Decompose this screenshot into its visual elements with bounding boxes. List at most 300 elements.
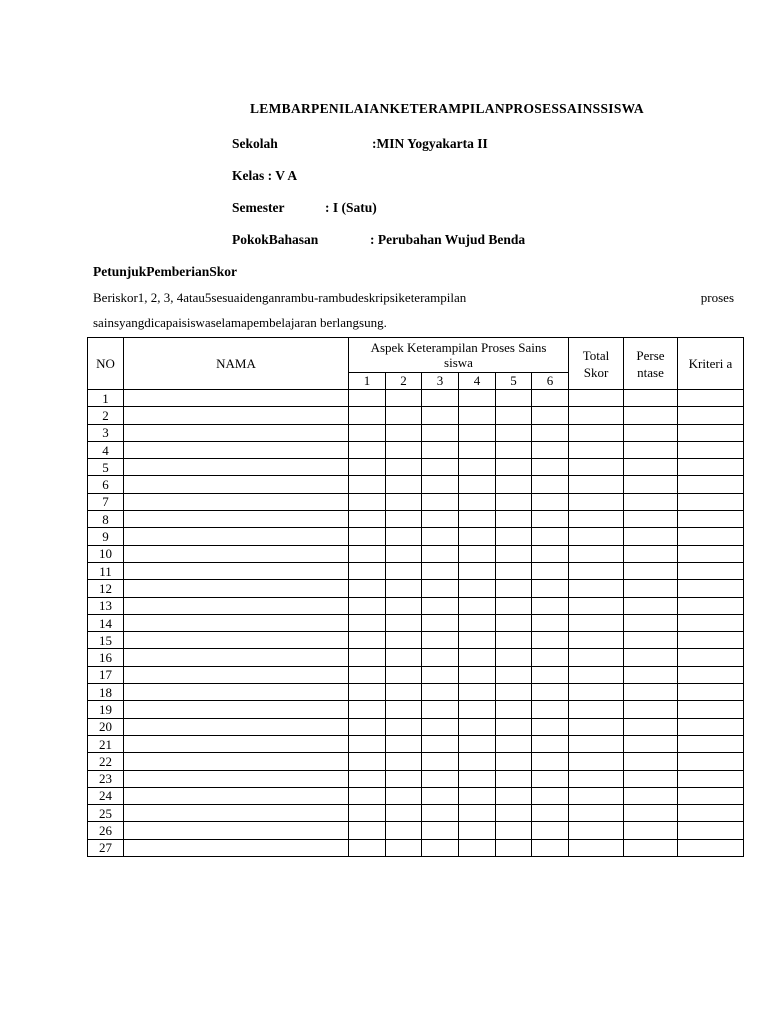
row-number: 23 [88, 770, 124, 787]
table-row [88, 441, 744, 458]
aspek-2-cell [386, 476, 422, 493]
aspek-4-cell [459, 390, 496, 407]
info-value: : Perubahan Wujud Benda [370, 232, 526, 247]
aspek-4-cell [459, 459, 496, 476]
persentase-cell [624, 562, 678, 579]
aspek-6-cell [532, 424, 569, 441]
persentase-cell [624, 753, 678, 770]
aspek-4-cell [459, 787, 496, 804]
aspek-2-cell [386, 459, 422, 476]
aspek-2-cell [386, 545, 422, 562]
aspek-3-cell [422, 459, 459, 476]
total-skor-cell [569, 701, 624, 718]
aspek-1-cell [349, 735, 386, 752]
aspek-5-cell [496, 701, 532, 718]
header-no: NO [88, 338, 124, 390]
aspek-1-cell [349, 839, 386, 856]
header-total-skor: Total Skor [569, 338, 624, 390]
aspek-2-cell [386, 493, 422, 510]
nama-cell [124, 390, 349, 407]
kriteria-cell [678, 649, 744, 666]
aspek-1-cell [349, 562, 386, 579]
table-row [88, 839, 744, 856]
kriteria-cell [678, 390, 744, 407]
instruction-line-1-end: proses [700, 290, 734, 305]
kriteria-cell [678, 476, 744, 493]
row-number: 22 [88, 753, 124, 770]
nama-cell [124, 580, 349, 597]
header-aspek-6: 6 [532, 373, 569, 390]
persentase-cell [624, 666, 678, 683]
total-skor-cell [569, 753, 624, 770]
aspek-2-cell [386, 770, 422, 787]
total-skor-cell [569, 476, 624, 493]
total-skor-cell [569, 632, 624, 649]
kriteria-cell [678, 701, 744, 718]
aspek-1-cell [349, 770, 386, 787]
aspek-5-cell [496, 787, 532, 804]
aspek-3-cell [422, 666, 459, 683]
row-number: 2 [88, 407, 124, 424]
table-row [88, 770, 744, 787]
aspek-4-cell [459, 493, 496, 510]
row-number: 27 [88, 839, 124, 856]
nama-cell [124, 528, 349, 545]
nama-cell [124, 441, 349, 458]
aspek-6-cell [532, 839, 569, 856]
table-row [88, 407, 744, 424]
row-number: 11 [88, 562, 124, 579]
aspek-5-cell [496, 511, 532, 528]
aspek-1-cell [349, 476, 386, 493]
nama-cell [124, 407, 349, 424]
persentase-cell [624, 684, 678, 701]
row-number: 3 [88, 424, 124, 441]
aspek-6-cell [532, 787, 569, 804]
persentase-cell [624, 614, 678, 631]
aspek-2-cell [386, 407, 422, 424]
aspek-6-cell [532, 459, 569, 476]
nama-cell [124, 614, 349, 631]
aspek-6-cell [532, 666, 569, 683]
kriteria-cell [678, 718, 744, 735]
aspek-2-cell [386, 684, 422, 701]
info-kelas [232, 168, 297, 184]
aspek-5-cell [496, 805, 532, 822]
kriteria-cell [678, 735, 744, 752]
kriteria-cell [678, 511, 744, 528]
total-skor-cell [569, 511, 624, 528]
kriteria-cell [678, 822, 744, 839]
aspek-4-cell [459, 597, 496, 614]
aspek-3-cell [422, 718, 459, 735]
table-row [88, 805, 744, 822]
aspek-4-cell [459, 735, 496, 752]
row-number: 19 [88, 701, 124, 718]
persentase-cell [624, 459, 678, 476]
info-label: Semester [232, 200, 285, 215]
aspek-4-cell [459, 545, 496, 562]
total-skor-cell [569, 459, 624, 476]
aspek-4-cell [459, 753, 496, 770]
persentase-cell [624, 822, 678, 839]
table-row [88, 580, 744, 597]
aspek-2-cell [386, 614, 422, 631]
kriteria-cell [678, 545, 744, 562]
row-number: 4 [88, 441, 124, 458]
persentase-cell [624, 493, 678, 510]
header-aspek-2: 2 [386, 373, 422, 390]
persentase-cell [624, 649, 678, 666]
total-skor-cell [569, 597, 624, 614]
aspek-2-cell [386, 822, 422, 839]
row-number: 14 [88, 614, 124, 631]
aspek-4-cell [459, 805, 496, 822]
instruction-line-1: Beriskor1, 2, 3, 4atau5sesuaidenganrambu-rambudeskripsiketerampilan [93, 290, 467, 305]
row-number: 24 [88, 787, 124, 804]
aspek-2-cell [386, 718, 422, 735]
total-skor-cell [569, 649, 624, 666]
aspek-4-cell [459, 580, 496, 597]
info-value: :MIN Yogyakarta II [372, 136, 488, 151]
aspek-6-cell [532, 701, 569, 718]
aspek-4-cell [459, 614, 496, 631]
total-skor-cell [569, 718, 624, 735]
aspek-3-cell [422, 562, 459, 579]
aspek-1-cell [349, 666, 386, 683]
aspek-6-cell [532, 528, 569, 545]
persentase-cell [624, 718, 678, 735]
petunjuk-heading: PetunjukPemberianSkor [93, 264, 238, 279]
aspek-2-cell [386, 528, 422, 545]
aspek-6-cell [532, 632, 569, 649]
aspek-6-cell [532, 735, 569, 752]
aspek-1-cell [349, 390, 386, 407]
nama-cell [124, 597, 349, 614]
aspek-3-cell [422, 597, 459, 614]
aspek-1-cell [349, 580, 386, 597]
nama-cell [124, 459, 349, 476]
kriteria-cell [678, 753, 744, 770]
aspek-3-cell [422, 511, 459, 528]
aspek-2-cell [386, 666, 422, 683]
aspek-3-cell [422, 545, 459, 562]
aspek-1-cell [349, 407, 386, 424]
aspek-6-cell [532, 753, 569, 770]
row-number: 18 [88, 684, 124, 701]
aspek-1-cell [349, 441, 386, 458]
aspek-6-cell [532, 511, 569, 528]
total-skor-cell [569, 390, 624, 407]
aspek-6-cell [532, 805, 569, 822]
total-skor-cell [569, 580, 624, 597]
aspek-5-cell [496, 407, 532, 424]
row-number: 10 [88, 545, 124, 562]
info-pokok-bahasan [232, 232, 525, 248]
kriteria-cell [678, 597, 744, 614]
aspek-1-cell [349, 511, 386, 528]
total-skor-cell [569, 770, 624, 787]
info-sekolah [232, 136, 488, 152]
row-number: 21 [88, 735, 124, 752]
nama-cell [124, 632, 349, 649]
header-persentase: Perse ntase [624, 338, 678, 390]
table-row [88, 822, 744, 839]
total-skor-cell [569, 684, 624, 701]
aspek-6-cell [532, 822, 569, 839]
aspek-1-cell [349, 528, 386, 545]
row-number: 26 [88, 822, 124, 839]
aspek-4-cell [459, 476, 496, 493]
aspek-6-cell [532, 493, 569, 510]
aspek-3-cell [422, 684, 459, 701]
kriteria-cell [678, 528, 744, 545]
info-value: : I (Satu) [325, 200, 377, 215]
aspek-2-cell [386, 735, 422, 752]
aspek-5-cell [496, 822, 532, 839]
header-kriteria: Kriteri a [678, 338, 744, 390]
instruction-line-2: sainsyangdicapaisiswaselamapembelajaran berlangsung. [93, 315, 387, 330]
aspek-5-cell [496, 649, 532, 666]
total-skor-cell [569, 528, 624, 545]
aspek-3-cell [422, 632, 459, 649]
aspek-6-cell [532, 390, 569, 407]
kriteria-cell [678, 424, 744, 441]
aspek-5-cell [496, 666, 532, 683]
kriteria-cell [678, 787, 744, 804]
document-title: LEMBARPENILAIANKETERAMPILANPROSESSAINSSISWA [250, 101, 644, 116]
info-label: Kelas : V A [232, 168, 298, 183]
table-row [88, 545, 744, 562]
aspek-4-cell [459, 770, 496, 787]
aspek-2-cell [386, 649, 422, 666]
row-number: 12 [88, 580, 124, 597]
aspek-4-cell [459, 684, 496, 701]
aspek-3-cell [422, 839, 459, 856]
total-skor-cell [569, 787, 624, 804]
table-row [88, 684, 744, 701]
row-number: 17 [88, 666, 124, 683]
kriteria-cell [678, 632, 744, 649]
aspek-1-cell [349, 493, 386, 510]
aspek-6-cell [532, 649, 569, 666]
table-row [88, 511, 744, 528]
table-row [88, 459, 744, 476]
aspek-1-cell [349, 649, 386, 666]
aspek-4-cell [459, 632, 496, 649]
total-skor-cell [569, 424, 624, 441]
aspek-5-cell [496, 545, 532, 562]
aspek-5-cell [496, 493, 532, 510]
row-number: 9 [88, 528, 124, 545]
aspek-3-cell [422, 493, 459, 510]
table-row [88, 528, 744, 545]
aspek-2-cell [386, 805, 422, 822]
table-row [88, 562, 744, 579]
table-row [88, 718, 744, 735]
aspek-3-cell [422, 424, 459, 441]
header-aspek-1: 1 [349, 373, 386, 390]
aspek-1-cell [349, 597, 386, 614]
persentase-cell [624, 632, 678, 649]
aspek-1-cell [349, 701, 386, 718]
persentase-cell [624, 476, 678, 493]
aspek-2-cell [386, 701, 422, 718]
total-skor-cell [569, 666, 624, 683]
aspek-6-cell [532, 580, 569, 597]
aspek-4-cell [459, 822, 496, 839]
aspek-5-cell [496, 562, 532, 579]
aspek-3-cell [422, 787, 459, 804]
aspek-5-cell [496, 459, 532, 476]
persentase-cell [624, 528, 678, 545]
aspek-4-cell [459, 649, 496, 666]
info-label: PokokBahasan [232, 232, 319, 247]
total-skor-cell [569, 562, 624, 579]
aspek-2-cell [386, 597, 422, 614]
kriteria-cell [678, 614, 744, 631]
persentase-cell [624, 597, 678, 614]
nama-cell [124, 493, 349, 510]
aspek-5-cell [496, 614, 532, 631]
aspek-2-cell [386, 753, 422, 770]
row-number: 20 [88, 718, 124, 735]
aspek-1-cell [349, 753, 386, 770]
aspek-5-cell [496, 839, 532, 856]
table-row [88, 476, 744, 493]
persentase-cell [624, 424, 678, 441]
aspek-1-cell [349, 632, 386, 649]
aspek-3-cell [422, 735, 459, 752]
aspek-3-cell [422, 390, 459, 407]
table-row [88, 649, 744, 666]
kriteria-cell [678, 562, 744, 579]
aspek-4-cell [459, 701, 496, 718]
kriteria-cell [678, 580, 744, 597]
aspek-6-cell [532, 562, 569, 579]
total-skor-cell [569, 614, 624, 631]
nama-cell [124, 822, 349, 839]
info-semester [232, 200, 377, 216]
aspek-2-cell [386, 580, 422, 597]
aspek-3-cell [422, 476, 459, 493]
aspek-5-cell [496, 580, 532, 597]
persentase-cell [624, 390, 678, 407]
aspek-4-cell [459, 718, 496, 735]
header-nama: NAMA [124, 338, 349, 390]
row-number: 6 [88, 476, 124, 493]
nama-cell [124, 718, 349, 735]
kriteria-cell [678, 839, 744, 856]
persentase-cell [624, 511, 678, 528]
aspek-2-cell [386, 390, 422, 407]
aspek-3-cell [422, 822, 459, 839]
total-skor-cell [569, 545, 624, 562]
table-row [88, 701, 744, 718]
total-skor-cell [569, 441, 624, 458]
aspek-6-cell [532, 770, 569, 787]
aspek-2-cell [386, 424, 422, 441]
persentase-cell [624, 735, 678, 752]
aspek-2-cell [386, 632, 422, 649]
aspek-5-cell [496, 441, 532, 458]
aspek-3-cell [422, 701, 459, 718]
nama-cell [124, 770, 349, 787]
aspek-4-cell [459, 666, 496, 683]
score-table [87, 337, 744, 857]
table-row [88, 787, 744, 804]
row-number: 7 [88, 493, 124, 510]
nama-cell [124, 424, 349, 441]
aspek-4-cell [459, 407, 496, 424]
aspek-4-cell [459, 839, 496, 856]
row-number: 16 [88, 649, 124, 666]
aspek-5-cell [496, 735, 532, 752]
table-row [88, 735, 744, 752]
aspek-1-cell [349, 614, 386, 631]
header-aspek: Aspek Keterampilan Proses Sains siswa [349, 338, 569, 373]
table-row [88, 493, 744, 510]
aspek-5-cell [496, 390, 532, 407]
aspek-6-cell [532, 407, 569, 424]
nama-cell [124, 562, 349, 579]
total-skor-cell [569, 805, 624, 822]
aspek-3-cell [422, 805, 459, 822]
table-row [88, 632, 744, 649]
aspek-1-cell [349, 424, 386, 441]
total-skor-cell [569, 822, 624, 839]
kriteria-cell [678, 805, 744, 822]
header-aspek-5: 5 [496, 373, 532, 390]
aspek-2-cell [386, 562, 422, 579]
aspek-1-cell [349, 684, 386, 701]
aspek-5-cell [496, 770, 532, 787]
nama-cell [124, 753, 349, 770]
aspek-1-cell [349, 805, 386, 822]
info-label: Sekolah [232, 136, 278, 151]
table-row [88, 424, 744, 441]
aspek-5-cell [496, 597, 532, 614]
aspek-6-cell [532, 718, 569, 735]
header-aspek-3: 3 [422, 373, 459, 390]
aspek-6-cell [532, 441, 569, 458]
total-skor-cell [569, 839, 624, 856]
aspek-4-cell [459, 441, 496, 458]
aspek-2-cell [386, 787, 422, 804]
aspek-6-cell [532, 545, 569, 562]
aspek-1-cell [349, 718, 386, 735]
nama-cell [124, 684, 349, 701]
table-row [88, 753, 744, 770]
persentase-cell [624, 839, 678, 856]
aspek-4-cell [459, 511, 496, 528]
persentase-cell [624, 701, 678, 718]
aspek-2-cell [386, 511, 422, 528]
aspek-6-cell [532, 614, 569, 631]
aspek-3-cell [422, 528, 459, 545]
nama-cell [124, 805, 349, 822]
table-row [88, 666, 744, 683]
row-number: 15 [88, 632, 124, 649]
aspek-3-cell [422, 649, 459, 666]
aspek-5-cell [496, 424, 532, 441]
nama-cell [124, 545, 349, 562]
aspek-5-cell [496, 632, 532, 649]
kriteria-cell [678, 684, 744, 701]
aspek-3-cell [422, 770, 459, 787]
aspek-1-cell [349, 545, 386, 562]
nama-cell [124, 735, 349, 752]
